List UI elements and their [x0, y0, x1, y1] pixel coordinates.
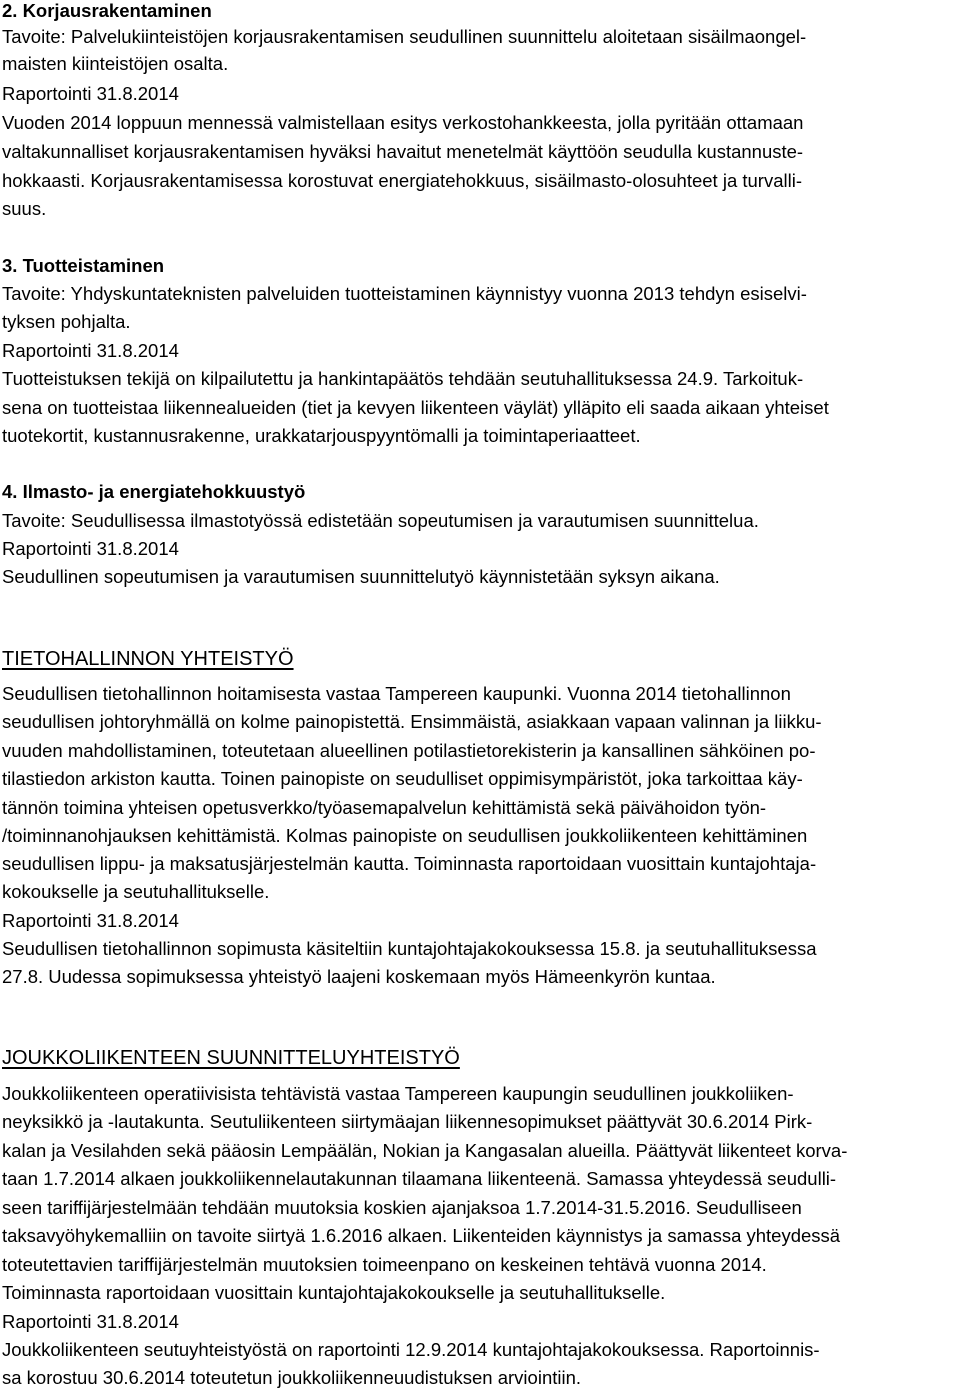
paragraph-line: Tuotteistuksen tekijä on kilpailutettu ja hankintapäätös tehdään seutuhallituksessa 24.9. Tarkoituk- — [2, 368, 804, 389]
paragraph-line: neyksikkö ja -lautakunta. Seutuliikenteen siirtymäajan liikennesopimukset päättyvät 30.6.2014 Pirk- — [2, 1111, 813, 1132]
paragraph-line: suus. — [2, 198, 47, 219]
paragraph-line: sena on tuotteistaa liikennealueiden (tiet ja kevyen liikenteen väylät) ylläpito eli saada aikaan yhteiset — [2, 397, 829, 418]
paragraph-line: Tavoite: Yhdyskuntateknisten palveluiden tuotteistaminen käynnistyy vuonna 2013 tehdyn esiselvi- — [2, 283, 807, 304]
paragraph-line: Joukkoliikenteen seutuyhteistyöstä on raportointi 12.9.2014 kuntajohtajakokouksessa. Raportoinnis- — [2, 1339, 820, 1360]
paragraph-line: Tavoite: Palvelukiinteistöjen korjausrakentamisen seudullinen suunnittelu aloitetaan sisäilmaongel- — [2, 26, 807, 47]
report-date: Raportointi 31.8.2014 — [2, 538, 179, 559]
paragraph-line: maisten kiinteistöjen osalta. — [2, 53, 229, 74]
paragraph-line: Seudullinen sopeutumisen ja varautumisen suunnittelutyö käynnistetään syksyn aikana. — [2, 566, 720, 587]
report-date: Raportointi 31.8.2014 — [2, 910, 179, 931]
paragraph-line: taan 1.7.2014 alkaen joukkoliikennelautakunnan tilaamana liikenteenä. Samassa yhteydessä seudulli- — [2, 1168, 837, 1189]
paragraph-line: toteutettavien tariffijärjestelmän muutoksien toimeenpano on keskeinen tehtävä vuonna 2014. — [2, 1254, 767, 1275]
paragraph-line: hokkaasti. Korjausrakentamisessa korostuvat energiatehokkuus, sisäilmasto-olosuhteet ja turvalli- — [2, 170, 802, 191]
paragraph-line: vuuden mahdollistaminen, toteutetaan alueellinen potilastietorekisterin ja kansallinen sähköinen po- — [2, 740, 816, 761]
paragraph-line: Vuoden 2014 loppuun mennessä valmistellaan esitys verkostohankkeesta, jolla pyritään ottamaan — [2, 112, 804, 133]
section-heading: 2. Korjausrakentaminen — [2, 0, 212, 21]
paragraph-line: taksavyöhykemalliin on tavoite siirtyä 1.6.2016 alkaen. Liikenteiden käynnistys ja samassa yhteydessä — [2, 1225, 841, 1246]
paragraph-line: tilastiedon arkiston kautta. Toinen painopiste on seudulliset oppimisympäristöt, joka tarkoittaa käy- — [2, 768, 803, 789]
report-date: Raportointi 31.8.2014 — [2, 1311, 179, 1332]
paragraph-line: Seudullisen tietohallinnon hoitamisesta vastaa Tampereen kaupunki. Vuonna 2014 tietohallinnon — [2, 683, 791, 704]
paragraph-line: sa korostuu 30.6.2014 toteutetun joukkoliikenneuudistuksen arviointiin. — [2, 1367, 582, 1388]
paragraph-line: kokoukselle ja seutuhallitukselle. — [2, 881, 270, 902]
paragraph-line: Toiminnasta raportoidaan vuosittain kuntajohtajakokoukselle ja seutuhallitukselle. — [2, 1282, 666, 1303]
paragraph-line: seudullisen lippu- ja maksatusjärjestelmän kautta. Toiminnasta raportoidaan vuosittain kuntajohtaja- — [2, 853, 817, 874]
report-date: Raportointi 31.8.2014 — [2, 83, 179, 104]
paragraph-line: 27.8. Uudessa sopimuksessa yhteistyö laajeni koskemaan myös Hämeenkyrön kuntaa. — [2, 966, 716, 987]
paragraph-line: Joukkoliikenteen operatiivisista tehtävistä vastaa Tampereen kaupungin seudullinen joukkoliiken- — [2, 1083, 794, 1104]
section-heading: JOUKKOLIIKENTEEN SUUNNITTELUYHTEISTYÖ — [2, 1047, 460, 1069]
paragraph-line: kalan ja Vesilahden sekä pääosin Lempäälän, Nokian ja Kangasalan alueilla. Päättyvät liikenteet korva- — [2, 1140, 848, 1161]
paragraph-line: valtakunnalliset korjausrakentamisen hyväksi havaitut menetelmät käyttöön seudulla kustannuste- — [2, 141, 804, 162]
section-heading: TIETOHALLINNON YHTEISTYÖ — [2, 648, 294, 670]
section-heading: 3. Tuotteistaminen — [2, 255, 165, 276]
paragraph-line: tännön toimina yhteisen opetusverkko/työasemapalvelun kehittämistä sekä päivähoidon työn- — [2, 797, 767, 818]
paragraph-line: Seudullisen tietohallinnon sopimusta käsiteltiin kuntajohtajakokouksessa 15.8. ja seutuhallituksessa — [2, 938, 817, 959]
paragraph-line: Tavoite: Seudullisessa ilmastotyössä edistetään sopeutumisen ja varautumisen suunnittelua. — [2, 510, 759, 531]
section-heading: 4. Ilmasto- ja energiatehokkuustyö — [2, 481, 306, 502]
paragraph-line: seen tariffijärjestelmään tehdään muutoksia koskien ajanjaksoa 1.7.2014-31.5.2016. Seudulliseen — [2, 1197, 802, 1218]
paragraph-line: tuotekortit, kustannusrakenne, urakkatarjouspyyntömalli ja toimintaperiaatteet. — [2, 425, 641, 446]
paragraph-line: seudullisen johtoryhmällä on kolme painopistettä. Ensimmäistä, asiakkaan vapaan valinnan ja liikku- — [2, 711, 822, 732]
paragraph-line: tyksen pohjalta. — [2, 311, 131, 332]
report-date: Raportointi 31.8.2014 — [2, 340, 179, 361]
paragraph-line: /toiminnanohjauksen kehittämistä. Kolmas painopiste on seudullisen joukkoliikenteen kehittäminen — [2, 825, 808, 846]
